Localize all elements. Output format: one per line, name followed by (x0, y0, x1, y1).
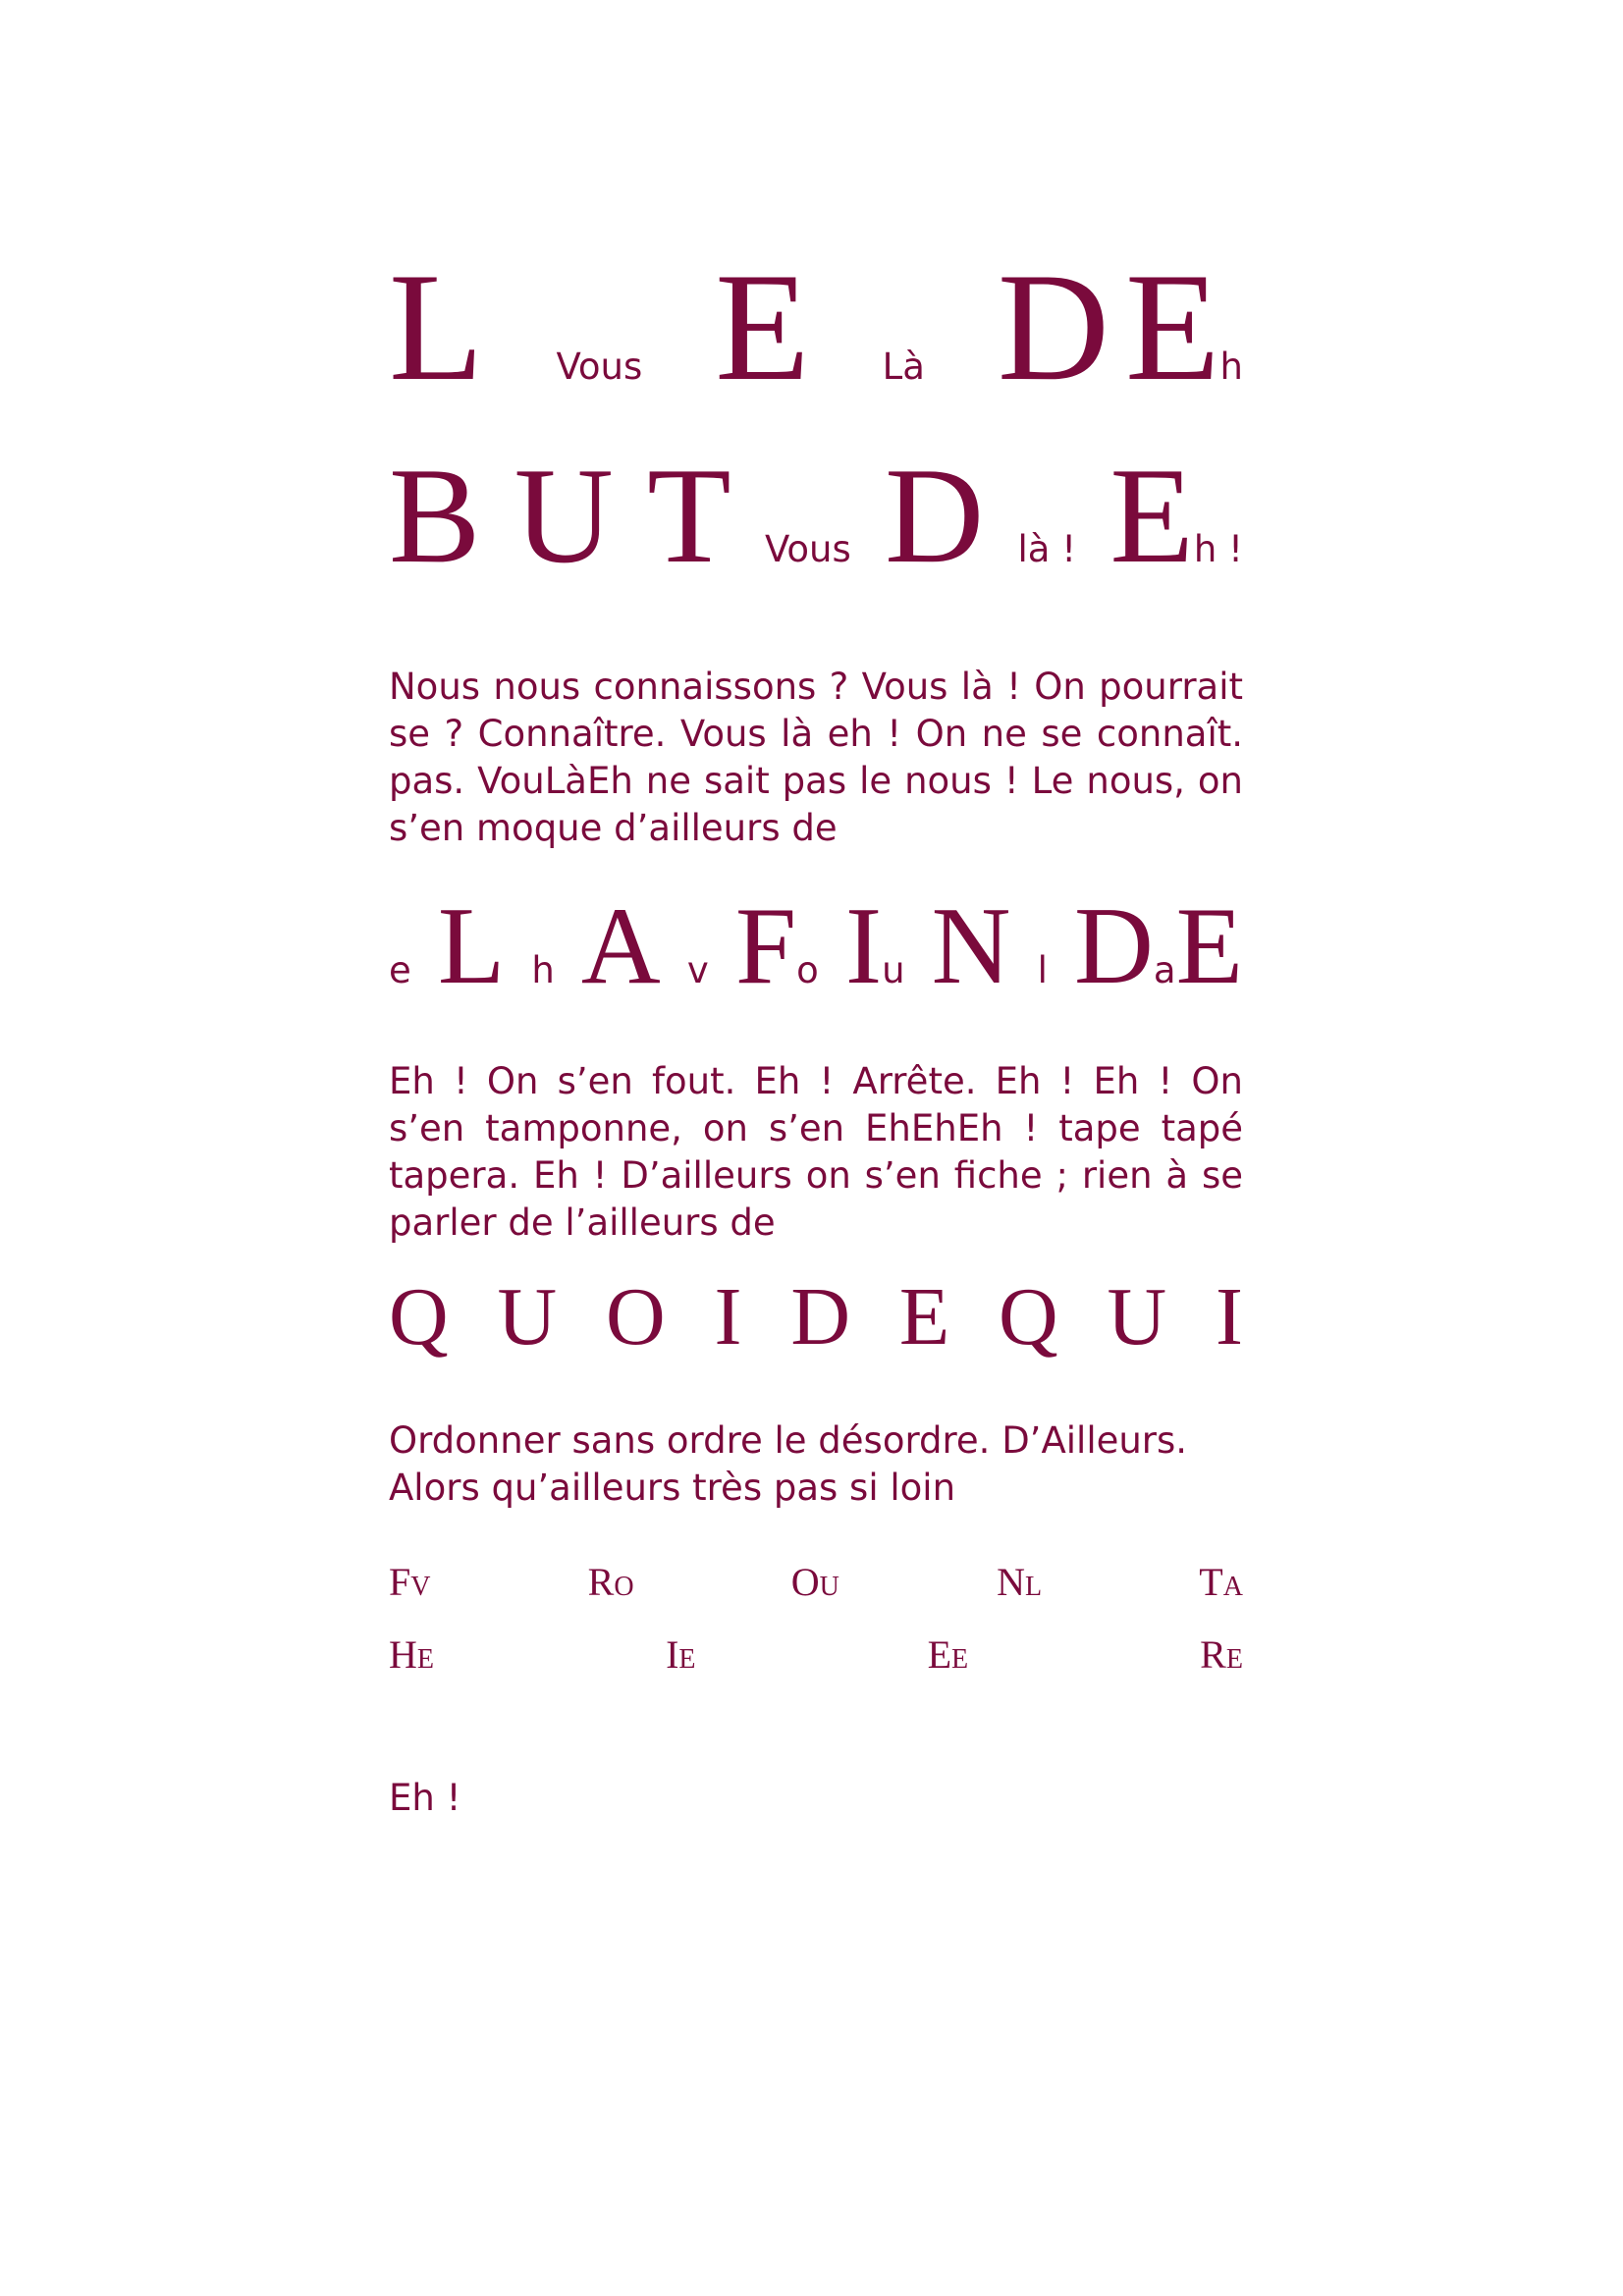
grid-cell (588, 1559, 634, 1605)
title-letter: A (580, 885, 661, 1007)
title-letter: D (790, 1271, 850, 1362)
title-letter: U (1107, 1271, 1167, 1362)
title-word: h (1219, 346, 1243, 388)
title-letter: Q (998, 1271, 1058, 1362)
title-line-4 (389, 1271, 1243, 1362)
letter-grid-row-1 (389, 1559, 1243, 1605)
grid-cell (1200, 1631, 1243, 1678)
title-letter: O (606, 1271, 666, 1362)
title-word: là ! (1017, 528, 1077, 570)
title-letter: E (1125, 241, 1220, 413)
paragraph-3-container (389, 1417, 1243, 1512)
grid-cap: N (997, 1560, 1025, 1604)
title-word: Là (882, 346, 925, 388)
grid-cap: R (587, 1560, 615, 1604)
grid-small: U (819, 1572, 839, 1602)
paragraph-1: Nous nous connaissons ? Vous là ! On pourrait se ? Connaître. Vous là eh ! On ne se connaît. pas. VouLàEh ne sait pas le nous ! Le nous, on s’en moque d’ailleurs de (389, 666, 1243, 849)
grid-small: E (678, 1644, 696, 1675)
grid-cap: O (790, 1560, 820, 1604)
title-letter: Q (389, 1271, 449, 1362)
grid-small: V (410, 1572, 431, 1602)
paragraph-3-line-2: Alors qu’ailleurs très pas si loin (389, 1467, 956, 1509)
title-letter: I (714, 1271, 742, 1362)
grid-cell (389, 1559, 430, 1605)
title-letter: I (844, 885, 883, 1007)
grid-small: E (416, 1644, 434, 1675)
title-letter: D (997, 241, 1109, 413)
closing-text: Eh ! (389, 1777, 461, 1819)
title-group (734, 885, 819, 1007)
paragraph-2-container (389, 1058, 1243, 1247)
grid-cap: F (389, 1560, 411, 1604)
title-letter: E (715, 241, 810, 413)
title-letter: B (389, 440, 481, 592)
grid-cell (389, 1631, 434, 1678)
grid-cell (928, 1631, 969, 1678)
grid-cap: T (1199, 1560, 1223, 1604)
title-group (1109, 440, 1243, 592)
grid-small: A (1222, 1572, 1243, 1602)
title-letter: T (647, 440, 731, 592)
grid-small: L (1024, 1572, 1043, 1602)
letter-grid-row-2 (389, 1631, 1243, 1678)
grid-small: E (951, 1644, 969, 1675)
title-letter: L (389, 241, 484, 413)
grid-small: O (614, 1572, 634, 1602)
grid-small: E (1225, 1644, 1243, 1675)
title-word: h ! (1193, 528, 1243, 570)
paragraph-1-container (389, 664, 1243, 852)
title-letter: E (1175, 885, 1243, 1007)
grid-cap: E (927, 1632, 951, 1677)
paragraph-2: Eh ! On s’en fout. Eh ! Arrête. Eh ! Eh ! On s’en tamponne, on s’en EhEhEh ! tape tapé tapera. Eh ! D’ailleurs on s’en fiche ; rien à se parler de l’ailleurs de (389, 1060, 1243, 1244)
grid-cell (791, 1559, 839, 1605)
title-word: Vous (556, 346, 643, 388)
grid-cell (666, 1631, 695, 1678)
title-small-letter: h (531, 949, 555, 991)
title-letter: I (1215, 1271, 1243, 1362)
title-letter: L (437, 885, 506, 1007)
title-letter: N (931, 885, 1011, 1007)
title-small-letter: o (796, 949, 819, 991)
title-small-letter: e (389, 949, 411, 991)
title-small-letter: a (1153, 949, 1176, 991)
title-word: Vous (764, 528, 851, 570)
closing-container (389, 1775, 1243, 1822)
grid-cap: I (666, 1632, 679, 1677)
title-line-1 (389, 241, 1243, 413)
grid-cap: R (1200, 1632, 1226, 1677)
title-letter: E (898, 1271, 950, 1362)
title-letter: D (885, 440, 985, 592)
title-group (997, 241, 1243, 413)
title-letter: F (734, 885, 797, 1007)
grid-cap: H (389, 1632, 417, 1677)
grid-cell (1199, 1559, 1243, 1605)
title-small-letter: v (686, 949, 709, 991)
title-letter: U (497, 1271, 558, 1362)
title-small-letter: u (882, 949, 905, 991)
title-letter: E (1109, 440, 1194, 592)
title-letter: D (1074, 885, 1154, 1007)
title-group (1074, 885, 1243, 1007)
title-line-3 (389, 885, 1243, 1007)
title-letter: U (514, 440, 614, 592)
paragraph-3-line-1: Ordonner sans ordre le désordre. D’Ailleurs. (389, 1419, 1188, 1462)
title-group (844, 885, 905, 1007)
grid-cell (997, 1559, 1042, 1605)
title-small-letter: l (1037, 949, 1048, 991)
title-line-2 (389, 440, 1243, 592)
